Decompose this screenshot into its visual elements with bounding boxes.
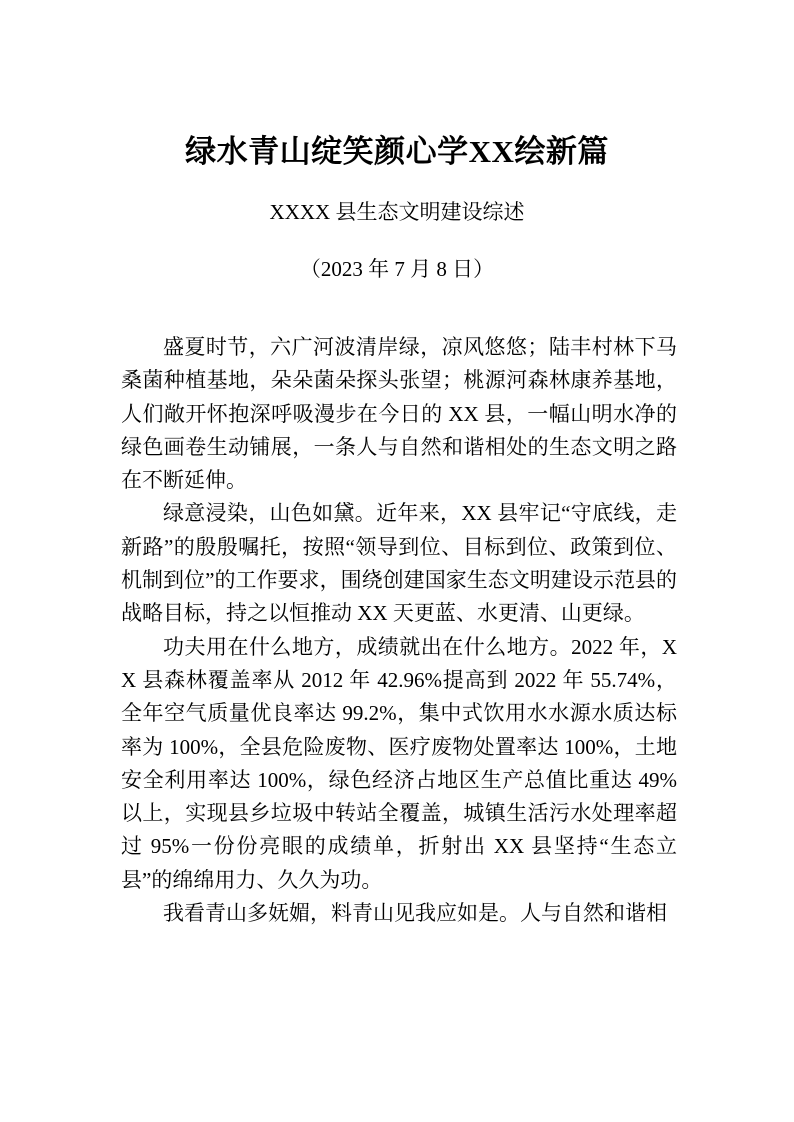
document-date: （2023 年 7 月 8 日）: [299, 257, 495, 281]
paragraph-1: 盛夏时节，六广河波清岸绿，凉风悠悠；陆丰村林下马桑菌种植基地，朵朵菌朵探头张望；桃源河森林康养基地， 人们敞开怀抱深呼吸漫步在今日的 XX 县，一幅山明水净的绿色画卷生动铺展，一条人与自然和谐相处的生态文明之路在不断延伸。: [121, 335, 677, 493]
document-body: [121, 331, 677, 930]
paragraph-2: 绿意浸染，山色如黛。近年来，XX 县牢记“守底线，走新路”的殷殷嘱托，按照“领导到位、目标到位、政策到位、机制到位”的工作要求，围绕创建国家生态文明建设示范县的战略目标，持之以恒推动 XX 天更蓝、水更清、山更绿。: [121, 501, 677, 626]
paragraph-4: 我看青山多妩媚，料青山见我应如是。人与自然和谐相: [163, 901, 667, 926]
document-subtitle: XXXX 县生态文明建设综述: [269, 200, 525, 224]
document-title: 绿水青山绽笑颜心学XX绘新篇: [185, 134, 609, 169]
paragraph-3: 功夫用在什么地方，成绩就出在什么地方。2022 年，XX 县森林覆盖率从 2012 年 42.96%提高到 2022 年 55.74%，全年空气质量优良率达 99.2%，集中式饮用水水源水质达标率为 100%，全县危险废物、医疗废物处置率达 100%，土地安全利用率达 100%，绿色经济占地区生产总值比重达 49%以上，实现县乡垃圾中转站全覆盖，城镇生活污水处理率超过 95%一份份亮眼的成绩单，折射出 XX 县坚持“生态立县”的绵绵用力、久久为功。: [121, 634, 677, 892]
